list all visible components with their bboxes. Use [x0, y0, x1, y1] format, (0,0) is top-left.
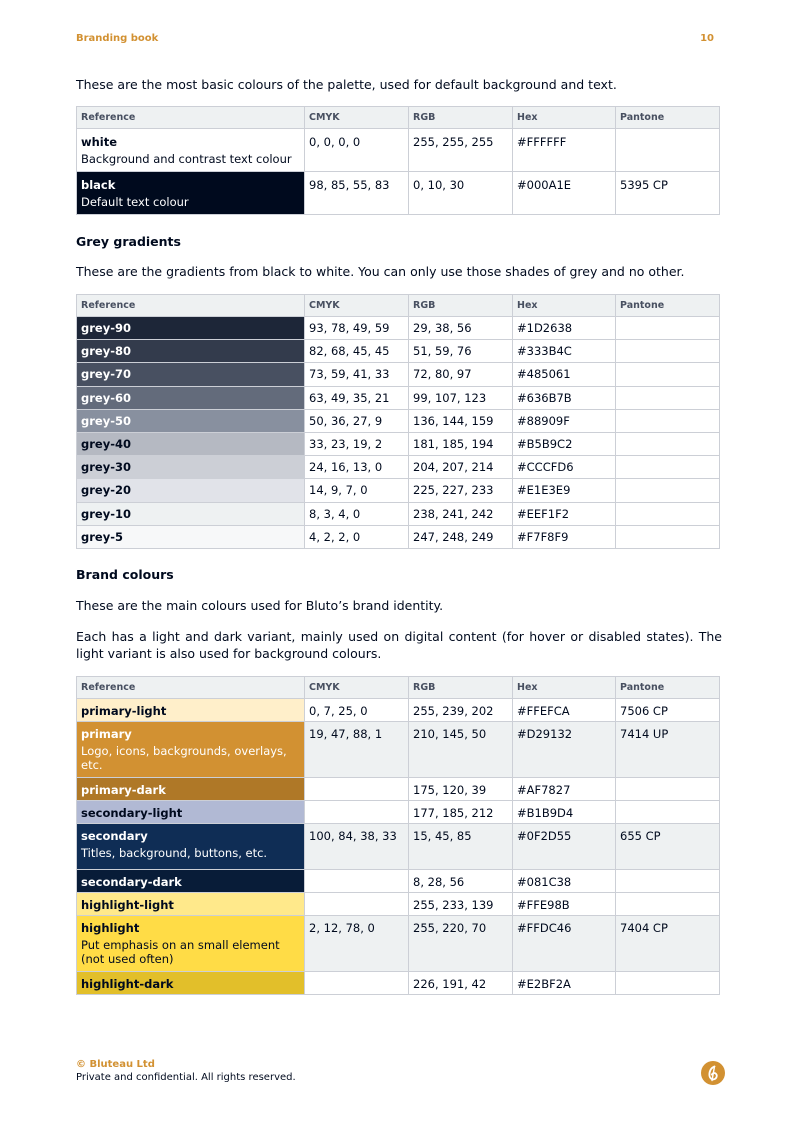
table-row	[77, 340, 720, 363]
colour-rgb-cell: 72, 80, 97	[409, 363, 513, 386]
table-row	[77, 525, 720, 548]
colour-pantone-cell	[616, 479, 720, 502]
colour-rgb-cell: 0, 10, 30	[409, 172, 513, 215]
colour-name: grey-80	[81, 344, 131, 359]
colour-pantone-cell	[616, 525, 720, 548]
colour-cmyk-cell: 0, 7, 25, 0	[305, 699, 409, 722]
colour-hex-cell: #B1B9D4	[513, 801, 616, 824]
colour-rgb-cell: 255, 255, 255	[409, 129, 513, 172]
colour-reference-cell	[77, 386, 305, 409]
colour-rgb-cell: 8, 28, 56	[409, 870, 513, 893]
colour-name: primary-dark	[81, 783, 166, 797]
table-row	[77, 699, 720, 722]
column-header-reference: Reference	[77, 107, 305, 129]
colour-reference-cell	[77, 778, 305, 801]
colour-pantone-cell	[616, 409, 720, 432]
colour-name: highlight	[81, 921, 140, 935]
colour-rgb-cell: 51, 59, 76	[409, 340, 513, 363]
colour-hex-cell: #AF7827	[513, 778, 616, 801]
colour-hex-cell: #F7F8F9	[513, 525, 616, 548]
colour-description: Background and contrast text colour	[81, 152, 292, 166]
colour-hex-cell: #FFE98B	[513, 893, 616, 916]
colour-hex-cell: #FFFFFF	[513, 129, 616, 172]
colour-cmyk-cell: 50, 36, 27, 9	[305, 409, 409, 432]
colour-description: Default text colour	[81, 195, 189, 209]
colour-rgb-cell: 29, 38, 56	[409, 317, 513, 340]
table-row	[77, 502, 720, 525]
colour-name: highlight-dark	[81, 977, 174, 991]
footer	[76, 1059, 296, 1083]
colour-pantone-cell: 7414 UP	[616, 722, 720, 778]
colour-cmyk-cell: 93, 78, 49, 59	[305, 317, 409, 340]
colour-hex-cell: #E1E3E9	[513, 479, 616, 502]
colour-hex-cell: #FFDC46	[513, 916, 616, 972]
colour-cmyk-cell	[305, 801, 409, 824]
colour-pantone-cell	[616, 893, 720, 916]
footer-company: © Bluteau Ltd	[76, 1059, 155, 1070]
colour-hex-cell: #081C38	[513, 870, 616, 893]
colour-reference-cell	[77, 870, 305, 893]
colour-reference-cell	[77, 916, 305, 972]
colour-cmyk-cell: 100, 84, 38, 33	[305, 824, 409, 870]
table-row	[77, 409, 720, 432]
colour-reference-cell	[77, 432, 305, 455]
colour-rgb-cell: 210, 145, 50	[409, 722, 513, 778]
table-row	[77, 432, 720, 455]
colour-cmyk-cell: 2, 12, 78, 0	[305, 916, 409, 972]
table-row	[77, 778, 720, 801]
table-row	[77, 386, 720, 409]
column-header-pantone: Pantone	[616, 107, 720, 129]
colour-hex-cell: #FFEFCA	[513, 699, 616, 722]
colour-cmyk-cell: 63, 49, 35, 21	[305, 386, 409, 409]
colour-rgb-cell: 204, 207, 214	[409, 456, 513, 479]
colour-cmyk-cell: 0, 0, 0, 0	[305, 129, 409, 172]
column-header-rgb: RGB	[409, 295, 513, 317]
column-header-hex: Hex	[513, 107, 616, 129]
colour-hex-cell: #636B7B	[513, 386, 616, 409]
colour-cmyk-cell: 98, 85, 55, 83	[305, 172, 409, 215]
colour-name: grey-20	[81, 483, 131, 498]
colour-hex-cell: #B5B9C2	[513, 432, 616, 455]
colour-name: grey-70	[81, 367, 131, 382]
colour-cmyk-cell	[305, 870, 409, 893]
colour-reference-cell	[77, 525, 305, 548]
colour-hex-cell: #485061	[513, 363, 616, 386]
colour-hex-cell: #D29132	[513, 722, 616, 778]
colour-reference-cell	[77, 129, 305, 172]
colour-cmyk-cell: 14, 9, 7, 0	[305, 479, 409, 502]
colour-hex-cell: #88909F	[513, 409, 616, 432]
colour-rgb-cell: 181, 185, 194	[409, 432, 513, 455]
intro-text: These are the most basic colours of the palette, used for default background and text.	[76, 77, 617, 92]
colour-rgb-cell: 99, 107, 123	[409, 386, 513, 409]
colour-cmyk-cell: 33, 23, 19, 2	[305, 432, 409, 455]
column-header-cmyk: CMYK	[305, 107, 409, 129]
colour-rgb-cell: 136, 144, 159	[409, 409, 513, 432]
table-header-row	[77, 107, 720, 129]
column-header-hex: Hex	[513, 677, 616, 699]
colour-pantone-cell	[616, 502, 720, 525]
colour-name: grey-50	[81, 413, 131, 428]
colour-pantone-cell	[616, 870, 720, 893]
colour-reference-cell	[77, 409, 305, 432]
colour-reference-cell	[77, 801, 305, 824]
table-row	[77, 363, 720, 386]
colour-pantone-cell	[616, 129, 720, 172]
colour-name: black	[81, 178, 116, 192]
colour-rgb-cell: 255, 233, 139	[409, 893, 513, 916]
colour-name: grey-10	[81, 506, 131, 521]
colour-reference-cell	[77, 479, 305, 502]
colour-description: Put emphasis on an small element (not used often)	[81, 938, 280, 966]
table-row	[77, 824, 720, 870]
colour-name: white	[81, 135, 118, 149]
column-header-rgb: RGB	[409, 107, 513, 129]
table-row	[77, 801, 720, 824]
colour-pantone-cell	[616, 386, 720, 409]
colour-pantone-cell: 5395 CP	[616, 172, 720, 215]
colour-reference-cell	[77, 972, 305, 995]
colour-name: secondary-dark	[81, 875, 182, 889]
bluteau-logo-icon	[701, 1061, 725, 1085]
brand-colours-heading: Brand colours	[76, 567, 174, 582]
colour-rgb-cell: 175, 120, 39	[409, 778, 513, 801]
colour-reference-cell	[77, 340, 305, 363]
colour-cmyk-cell	[305, 972, 409, 995]
colour-hex-cell: #0F2D55	[513, 824, 616, 870]
page-header	[76, 31, 714, 45]
colour-cmyk-cell: 4, 2, 2, 0	[305, 525, 409, 548]
colour-rgb-cell: 238, 241, 242	[409, 502, 513, 525]
base-colours-table	[76, 106, 720, 215]
column-header-pantone: Pantone	[616, 677, 720, 699]
column-header-reference: Reference	[77, 295, 305, 317]
colour-pantone-cell: 7506 CP	[616, 699, 720, 722]
colour-cmyk-cell: 19, 47, 88, 1	[305, 722, 409, 778]
table-row	[77, 479, 720, 502]
table-header-row	[77, 677, 720, 699]
table-row	[77, 317, 720, 340]
colour-rgb-cell: 177, 185, 212	[409, 801, 513, 824]
colour-hex-cell: #EEF1F2	[513, 502, 616, 525]
colour-name: primary	[81, 727, 132, 741]
colour-hex-cell: #E2BF2A	[513, 972, 616, 995]
table-row	[77, 916, 720, 972]
colour-pantone-cell	[616, 340, 720, 363]
colour-rgb-cell: 225, 227, 233	[409, 479, 513, 502]
colour-reference-cell	[77, 363, 305, 386]
colour-reference-cell	[77, 893, 305, 916]
colour-description: Titles, background, buttons, etc.	[81, 846, 268, 860]
colour-reference-cell	[77, 317, 305, 340]
column-header-hex: Hex	[513, 295, 616, 317]
brand-colours-table	[76, 676, 720, 995]
colour-name: primary-light	[81, 704, 167, 718]
colour-reference-cell	[77, 456, 305, 479]
table-row	[77, 722, 720, 778]
colour-reference-cell	[77, 502, 305, 525]
colour-cmyk-cell	[305, 893, 409, 916]
colour-pantone-cell	[616, 778, 720, 801]
grey-gradients-table	[76, 294, 720, 549]
colour-pantone-cell	[616, 801, 720, 824]
colour-pantone-cell	[616, 972, 720, 995]
colour-name: secondary	[81, 829, 148, 843]
colour-reference-cell	[77, 699, 305, 722]
colour-name: grey-60	[81, 390, 131, 405]
colour-cmyk-cell: 82, 68, 45, 45	[305, 340, 409, 363]
table-row	[77, 456, 720, 479]
colour-name: grey-5	[81, 529, 123, 544]
colour-pantone-cell: 655 CP	[616, 824, 720, 870]
header-title: Branding book	[76, 32, 159, 44]
table-row	[77, 972, 720, 995]
colour-name: highlight-light	[81, 898, 174, 912]
footer-rights: Private and confidential. All rights reserved.	[76, 1072, 296, 1083]
colour-name: secondary-light	[81, 806, 183, 820]
column-header-rgb: RGB	[409, 677, 513, 699]
table-row	[77, 172, 720, 215]
column-header-pantone: Pantone	[616, 295, 720, 317]
colour-rgb-cell: 255, 220, 70	[409, 916, 513, 972]
colour-name: grey-40	[81, 437, 131, 452]
column-header-cmyk: CMYK	[305, 295, 409, 317]
colour-rgb-cell: 255, 239, 202	[409, 699, 513, 722]
colour-hex-cell: #CCCFD6	[513, 456, 616, 479]
table-row	[77, 129, 720, 172]
table-row	[77, 893, 720, 916]
colour-hex-cell: #333B4C	[513, 340, 616, 363]
colour-reference-cell	[77, 824, 305, 870]
colour-hex-cell: #1D2638	[513, 317, 616, 340]
grey-gradients-heading: Grey gradients	[76, 234, 181, 249]
page-number: 10	[700, 32, 714, 44]
column-header-reference: Reference	[77, 677, 305, 699]
colour-rgb-cell: 247, 248, 249	[409, 525, 513, 548]
colour-pantone-cell	[616, 317, 720, 340]
colour-reference-cell	[77, 722, 305, 778]
colour-rgb-cell: 226, 191, 42	[409, 972, 513, 995]
grey-gradients-text: These are the gradients from black to white. You can only use those shades of grey and no other.	[76, 264, 685, 279]
colour-reference-cell	[77, 172, 305, 215]
colour-pantone-cell	[616, 432, 720, 455]
column-header-cmyk: CMYK	[305, 677, 409, 699]
colour-description: Logo, icons, backgrounds, overlays, etc.	[81, 744, 287, 772]
colour-cmyk-cell	[305, 778, 409, 801]
colour-hex-cell: #000A1E	[513, 172, 616, 215]
brand-variants-text: Each has a light and dark variant, mainly used on digital content (for hover or disabled states). The light variant is also used for background colours.	[76, 629, 722, 661]
colour-pantone-cell	[616, 363, 720, 386]
colour-pantone-cell: 7404 CP	[616, 916, 720, 972]
colour-name: grey-30	[81, 460, 131, 475]
table-header-row	[77, 295, 720, 317]
colour-pantone-cell	[616, 456, 720, 479]
colour-rgb-cell: 15, 45, 85	[409, 824, 513, 870]
table-row	[77, 870, 720, 893]
colour-name: grey-90	[81, 321, 131, 336]
colour-cmyk-cell: 8, 3, 4, 0	[305, 502, 409, 525]
brand-colours-text: These are the main colours used for Bluto’s brand identity.	[76, 598, 444, 613]
colour-cmyk-cell: 24, 16, 13, 0	[305, 456, 409, 479]
colour-cmyk-cell: 73, 59, 41, 33	[305, 363, 409, 386]
